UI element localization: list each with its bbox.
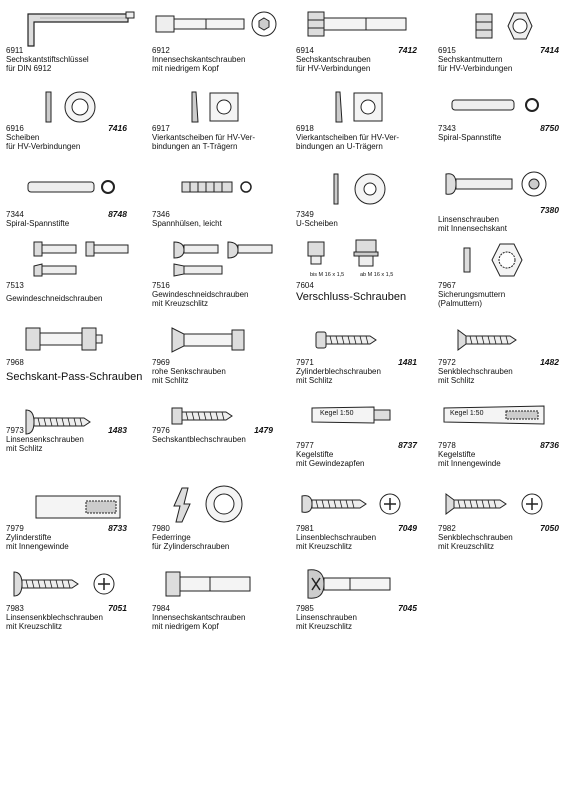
countersunk-tapping-screw-drawing bbox=[432, 318, 572, 360]
item-code: 7412 bbox=[398, 45, 417, 55]
item-code: 7414 bbox=[540, 45, 559, 55]
item-number: 6912 bbox=[152, 46, 170, 55]
spring-washer-drawing bbox=[146, 484, 287, 524]
pan-head-cross-screw-drawing bbox=[290, 564, 431, 604]
hex-key-drawing bbox=[0, 2, 141, 52]
item-7979 bbox=[0, 484, 141, 564]
item-description: Spiral-Spannstifte bbox=[438, 133, 502, 142]
item-7971 bbox=[290, 318, 431, 398]
item-number: 7346 bbox=[152, 210, 170, 219]
item-description: Sechskantstiftschlüssel für DIN 6912 bbox=[6, 55, 89, 74]
item-description: Zylinderblechschrauben mit Schlitz bbox=[296, 367, 381, 386]
item-description: Spannhülsen, leicht bbox=[152, 219, 222, 228]
item-description: Vierkantscheiben für HV-Ver- bindungen an T-Trägern bbox=[152, 133, 256, 152]
item-description: Linsensenkblechschrauben mit Kreuzschlitz bbox=[6, 613, 103, 632]
item-code: 7380 bbox=[540, 205, 559, 215]
item-code: 1481 bbox=[398, 357, 417, 367]
item-code: 8748 bbox=[108, 209, 127, 219]
item-7978 bbox=[432, 400, 572, 480]
low-head-socket-screw-drawing bbox=[146, 564, 287, 604]
item-7967 bbox=[432, 236, 572, 316]
item-description: Linsenschrauben mit Innensechskant bbox=[438, 215, 507, 234]
pan-tapping-screw-drawing bbox=[290, 484, 431, 524]
u-washer-drawing bbox=[290, 168, 431, 214]
item-number: 7349 bbox=[296, 210, 314, 219]
item-6916 bbox=[0, 84, 141, 164]
item-number: 7985 bbox=[296, 604, 314, 613]
item-7980 bbox=[146, 484, 287, 564]
item-number: 7604 bbox=[296, 281, 314, 290]
item-number: 7980 bbox=[152, 524, 170, 533]
raised-countersunk-cross-screw-drawing bbox=[0, 564, 141, 604]
item-7977 bbox=[290, 400, 431, 480]
sleeve-drawing bbox=[146, 168, 287, 214]
thread-label-right: ab M 16 x 1,5 bbox=[360, 272, 394, 278]
item-number: 7982 bbox=[438, 524, 456, 533]
item-number: 7968 bbox=[6, 358, 24, 367]
item-code: 1482 bbox=[540, 357, 559, 367]
item-number: 7984 bbox=[152, 604, 170, 613]
item-description: Linsenschrauben mit Kreuzschlitz bbox=[296, 613, 357, 632]
item-description: Linsensenkschrauben mit Schlitz bbox=[6, 435, 84, 454]
item-number: 7973 bbox=[6, 426, 24, 435]
item-description: Kegelstifte mit Gewindezapfen bbox=[296, 450, 365, 469]
item-number: 7979 bbox=[6, 524, 24, 533]
item-7984 bbox=[146, 564, 287, 644]
cross-recessed-screw-drawing bbox=[146, 236, 287, 284]
item-code: 8750 bbox=[540, 123, 559, 133]
item-description: U-Scheiben bbox=[296, 219, 338, 228]
item-7972 bbox=[432, 318, 572, 398]
item-description: Federringe für Zylinderschrauben bbox=[152, 533, 230, 552]
item-6911 bbox=[0, 2, 141, 82]
item-number: 6917 bbox=[152, 124, 170, 133]
button-head-screw-drawing bbox=[432, 164, 572, 208]
item-code: 7051 bbox=[108, 603, 127, 613]
item-number: 7976 bbox=[152, 426, 170, 435]
item-description: Scheiben für HV-Verbindungen bbox=[6, 133, 81, 152]
item-code: 7416 bbox=[108, 123, 127, 133]
item-number: 6918 bbox=[296, 124, 314, 133]
item-7969 bbox=[146, 318, 287, 398]
thread-cutting-screw-drawing bbox=[0, 236, 141, 284]
countersunk-cross-tapping-screw-drawing bbox=[432, 484, 572, 524]
item-code: 8737 bbox=[398, 440, 417, 450]
item-description: rohe Senkschrauben mit Schlitz bbox=[152, 367, 226, 386]
plug-screw-drawing bbox=[290, 236, 431, 272]
item-6918 bbox=[290, 84, 431, 164]
taper-pin-drawing bbox=[290, 400, 431, 430]
cylinder-pin-drawing bbox=[0, 484, 141, 524]
item-description: Verschluss-Schrauben bbox=[296, 291, 407, 303]
item-6912 bbox=[146, 2, 287, 82]
item-description: Sechskantblechschrauben bbox=[152, 435, 246, 444]
item-6917 bbox=[146, 84, 287, 164]
socket-cap-screw-drawing bbox=[146, 2, 287, 52]
item-6915 bbox=[432, 2, 572, 82]
item-description: Linsenblechschrauben mit Kreuzschlitz bbox=[296, 533, 377, 552]
spring-pin-drawing bbox=[0, 168, 141, 214]
item-7343 bbox=[432, 84, 572, 164]
item-number: 7513 bbox=[6, 281, 24, 290]
thread-label-left: bis M 16 x 1,5 bbox=[310, 272, 345, 278]
item-7513 bbox=[0, 236, 141, 316]
item-number: 7971 bbox=[296, 358, 314, 367]
item-number: 6914 bbox=[296, 46, 314, 55]
item-code: 7050 bbox=[540, 523, 559, 533]
item-number: 7977 bbox=[296, 441, 314, 450]
fitted-bolt-drawing bbox=[0, 318, 141, 360]
item-7380 bbox=[432, 164, 572, 244]
item-description: Senkblechschrauben mit Schlitz bbox=[438, 367, 513, 386]
item-description: Sechskantmuttern für HV-Verbindungen bbox=[438, 55, 513, 74]
item-7973 bbox=[0, 400, 141, 480]
lock-nut-drawing bbox=[432, 236, 572, 284]
item-number: 7344 bbox=[6, 210, 24, 219]
item-description: Kegelstifte mit Innengewinde bbox=[438, 450, 501, 469]
item-number: 7516 bbox=[152, 281, 170, 290]
item-7516 bbox=[146, 236, 287, 316]
item-7976 bbox=[146, 400, 287, 480]
item-number: 7978 bbox=[438, 441, 456, 450]
item-code: 7045 bbox=[398, 603, 417, 613]
item-number: 6915 bbox=[438, 46, 456, 55]
item-number: 7972 bbox=[438, 358, 456, 367]
item-description: Innensechskantschrauben mit niedrigem Kopf bbox=[152, 613, 246, 632]
item-description: Gewindeschneidschrauben mit Kreuzschlitz bbox=[152, 290, 249, 309]
taper-label: Kegel 1:50 bbox=[320, 410, 354, 417]
item-number: 6916 bbox=[6, 124, 24, 133]
item-description: Sechskant-Pass-Schrauben bbox=[6, 371, 143, 383]
item-code: 8736 bbox=[540, 440, 559, 450]
item-number: 7981 bbox=[296, 524, 314, 533]
item-6914 bbox=[290, 2, 431, 82]
countersunk-bolt-drawing bbox=[146, 318, 287, 360]
tapping-screw-drawing bbox=[290, 318, 431, 360]
item-7981 bbox=[290, 484, 431, 564]
item-code: 7049 bbox=[398, 523, 417, 533]
item-code: 1479 bbox=[254, 425, 273, 435]
item-number: 7967 bbox=[438, 281, 456, 290]
item-7968 bbox=[0, 318, 141, 398]
item-description: Vierkantscheiben für HV-Ver- bindungen an U-Trägern bbox=[296, 133, 400, 152]
item-description: Innensechskantschrauben mit niedrigem Kopf bbox=[152, 55, 246, 74]
taper-label: Kegel 1:50 bbox=[450, 410, 484, 417]
item-number: 7983 bbox=[6, 604, 24, 613]
item-number: 6911 bbox=[6, 46, 24, 55]
item-number: 7969 bbox=[152, 358, 170, 367]
item-number: 7343 bbox=[438, 124, 456, 133]
item-code: 8733 bbox=[108, 523, 127, 533]
item-description: Zylinderstifte mit Innengewinde bbox=[6, 533, 69, 552]
item-description: Sechskantschrauben für HV-Verbindungen bbox=[296, 55, 371, 74]
item-7983 bbox=[0, 564, 141, 644]
item-description: Gewindeschneidschrauben bbox=[6, 294, 103, 303]
item-7982 bbox=[432, 484, 572, 564]
item-description: Sicherungsmuttern (Palmuttern) bbox=[438, 290, 506, 309]
item-7604 bbox=[290, 236, 431, 316]
item-7985 bbox=[290, 564, 431, 644]
item-description: Senkblechschrauben mit Kreuzschlitz bbox=[438, 533, 513, 552]
item-description: Spiral-Spannstifte bbox=[6, 219, 70, 228]
item-code: 1483 bbox=[108, 425, 127, 435]
